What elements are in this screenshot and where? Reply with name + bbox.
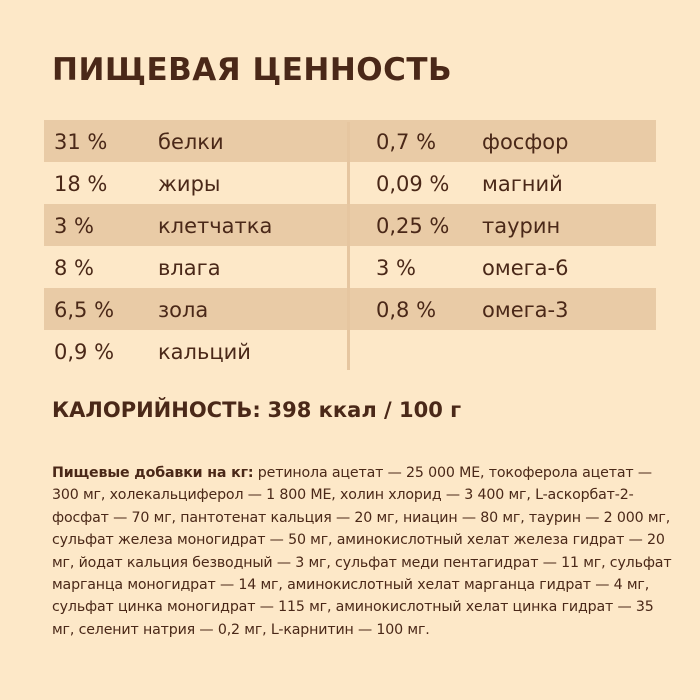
table-row bbox=[44, 288, 656, 330]
page-title: ПИЩЕВАЯ ЦЕННОСТЬ bbox=[52, 52, 453, 88]
nutrient-name: магний bbox=[482, 172, 563, 196]
nutrient-name: жиры bbox=[158, 172, 221, 196]
nutrient-name: зола bbox=[158, 298, 209, 322]
table-row bbox=[44, 204, 656, 246]
nutrient-name: кальций bbox=[158, 340, 251, 364]
nutrient-percent: 8 % bbox=[54, 256, 94, 280]
additives-label: Пищевые добавки на кг: bbox=[52, 465, 254, 481]
additives-paragraph bbox=[52, 462, 672, 641]
nutrition-table bbox=[44, 120, 656, 372]
calories-line bbox=[52, 398, 461, 422]
nutrient-percent: 31 % bbox=[54, 130, 108, 154]
nutrient-percent: 0,09 % bbox=[376, 172, 450, 196]
nutrient-name: клетчатка bbox=[158, 214, 273, 238]
table-row bbox=[44, 330, 656, 372]
table-row bbox=[44, 162, 656, 204]
nutrient-percent: 0,8 % bbox=[376, 298, 437, 322]
nutrient-name: омега-6 bbox=[482, 256, 569, 280]
nutrient-name: таурин bbox=[482, 214, 561, 238]
nutrient-percent: 0,7 % bbox=[376, 130, 437, 154]
nutrient-percent: 18 % bbox=[54, 172, 108, 196]
nutrient-percent: 6,5 % bbox=[54, 298, 115, 322]
calories-label: КАЛОРИЙНОСТЬ: bbox=[52, 398, 261, 422]
nutrient-percent: 0,9 % bbox=[54, 340, 115, 364]
nutrient-name: омега-3 bbox=[482, 298, 569, 322]
table-row bbox=[44, 246, 656, 288]
nutrient-name: белки bbox=[158, 130, 224, 154]
nutrient-percent: 3 % bbox=[376, 256, 416, 280]
column-divider bbox=[347, 122, 350, 370]
calories-value: 398 ккал / 100 г bbox=[267, 398, 462, 422]
nutrient-name: фосфор bbox=[482, 130, 569, 154]
nutrient-percent: 0,25 % bbox=[376, 214, 450, 238]
nutrient-percent: 3 % bbox=[54, 214, 94, 238]
table-row bbox=[44, 120, 656, 162]
additives-text: ретинола ацетат — 25 000 МЕ, токоферола ацетат — 300 мг, холекальциферол — 1 800 МЕ, холин хлорид — 3 400 мг, L-аскорбат-2-фосфат — 70 мг, пантотенат кальция — 20 мг, ниацин — 80 мг, таурин — 2 000 мг, сульфат железа моногидрат — 50 мг, аминокислотный хелат железа гидрат — 20 мг, йодат кальция безводный — 3 мг, сульфат меди пентагидрат — 11 мг, сульфат марганца моногидрат — 14 мг, аминокислотный хелат марганца гидрат — 4 мг, сульфат цинка моногидрат — 115 мг, аминокислотный хелат цинка гидрат — 35 мг, селенит натрия — 0,2 мг, L-карнитин — 100 мг. bbox=[52, 465, 672, 638]
nutrient-name: влага bbox=[158, 256, 221, 280]
